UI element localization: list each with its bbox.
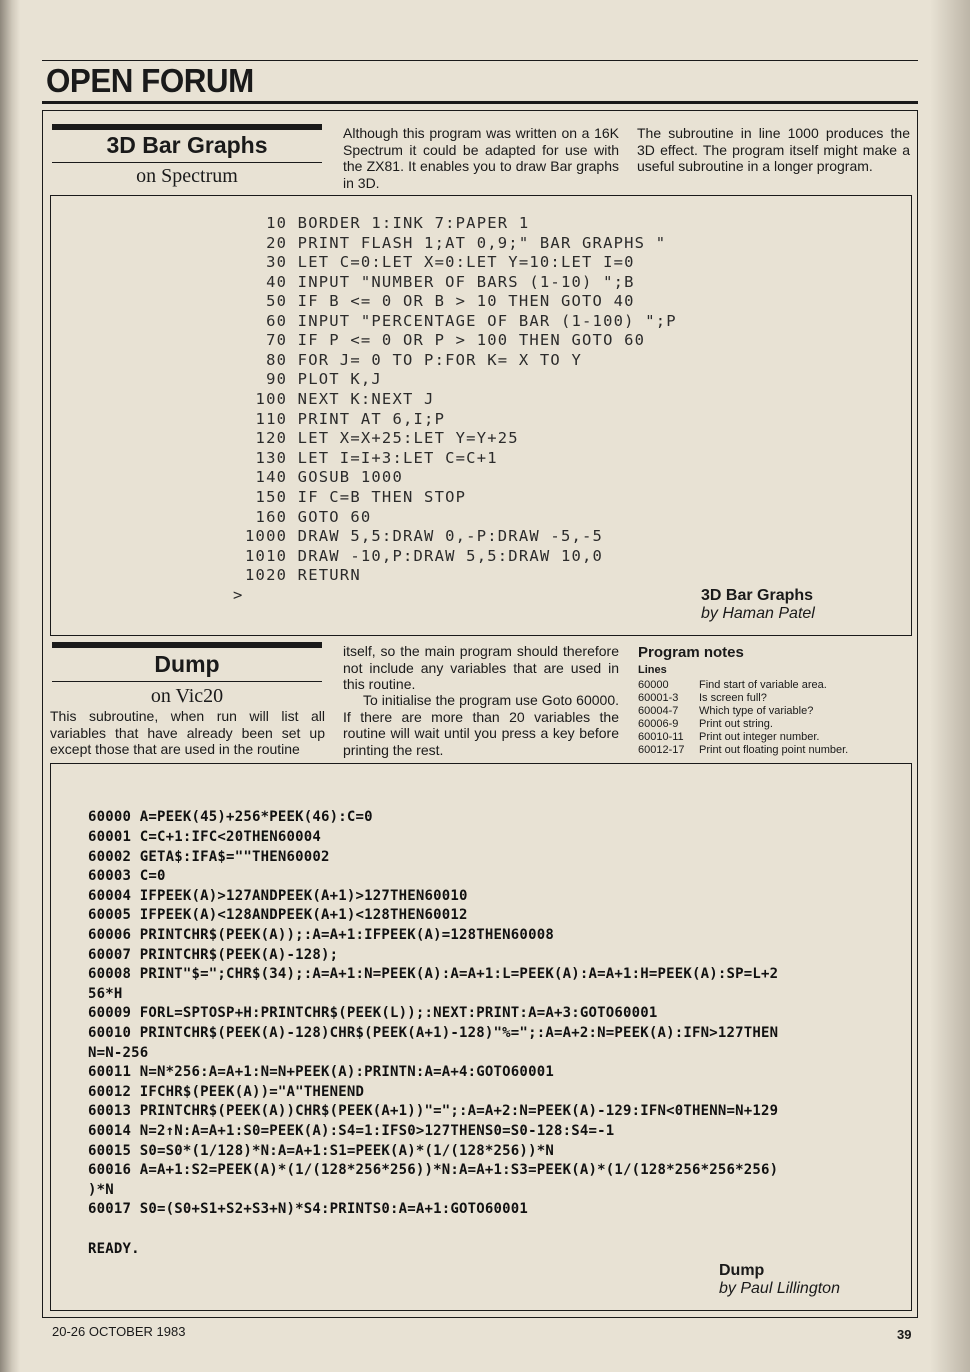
article1-intro-col1: Although this program was written on a 16K Spectrum it could be adapted for use with the ZX81. It enables you to draw Bar graphs in 3D. <box>343 125 619 191</box>
header-bottom-rule <box>42 101 918 104</box>
spectrum-line: 10 BORDER 1:INK 7:PAPER 1 <box>245 214 530 232</box>
article1-credit-author: by Haman Patel <box>701 605 815 622</box>
spectrum-line: 160 GOTO 60 <box>245 508 372 526</box>
article1-intro-col2: The subroutine in line 1000 produces the 3D effect. The program itself might make a useful subroutine in a longer program. <box>637 125 910 174</box>
footer-date: 20-26 OCTOBER 1983 <box>52 1324 186 1339</box>
note-lines: 60000 <box>638 679 669 691</box>
article1-credit-title: 3D Bar Graphs <box>701 587 814 604</box>
vic20-line: 60011 N=N*256:A=A+1:N=N+PEEK(A):PRINTN:A=A+4:GOTO60001 <box>88 1064 554 1080</box>
vic20-line: 60012 IFCHR$(PEEK(A))="A"THENEND <box>88 1084 365 1100</box>
spectrum-line: 60 INPUT "PERCENTAGE OF BAR (1-100) ";P <box>245 312 677 330</box>
article2-heading-bar <box>52 642 322 648</box>
note-description: Which type of variable? <box>699 705 814 717</box>
vic20-line: N=N-256 <box>88 1045 149 1061</box>
note-description: Find start of variable area. <box>699 679 827 691</box>
note-lines: 60004-7 <box>638 705 679 717</box>
note-lines: 60012-17 <box>638 744 685 756</box>
article1-heading-bar <box>52 124 322 130</box>
vic20-line: 60004 IFPEEK(A)>127ANDPEEK(A+1)>127THEN60010 <box>88 888 468 904</box>
article2-intro-col2b: To initialise the program use Goto 60000. If there are more than 20 variables the routine will wait until you press a key before printing the rest. <box>343 692 619 758</box>
spectrum-line: 40 INPUT "NUMBER OF BARS (1-10) ";B <box>245 273 635 291</box>
spectrum-line: 150 IF C=B THEN STOP <box>245 488 467 506</box>
vic20-line: 60014 N=2↑N:A=A+1:S0=PEEK(A):S4=1:IFS0>127THENS0=S0-128:S4=-1 <box>88 1123 615 1139</box>
spectrum-line: 130 LET I=I+3:LET C=C+1 <box>245 449 498 467</box>
vic20-line: 60010 PRINTCHR$(PEEK(A)-128)CHR$(PEEK(A+1)-128)"%=";:A=A+2:N=PEEK(A):IFN>127THEN <box>88 1025 779 1041</box>
page-edge-shadow <box>930 0 970 1372</box>
article2-credit-title: Dump <box>719 1262 765 1279</box>
vic20-line: 60000 A=PEEK(45)+256*PEEK(46):C=0 <box>88 809 373 825</box>
section-title: OPEN FORUM <box>46 62 254 99</box>
vic20-line: 60007 PRINTCHR$(PEEK(A)-128); <box>88 947 339 963</box>
header-top-rule <box>42 60 918 61</box>
article1-subheading: on Spectrum <box>136 165 238 187</box>
spectrum-line: 1020 RETURN <box>245 566 361 584</box>
vic20-line: 60009 FORL=SPTOSP+H:PRINTCHR$(PEEK(L));:NEXT:PRINT:A=A+3:GOTO60001 <box>88 1005 658 1021</box>
spectrum-line: 1000 DRAW 5,5:DRAW 0,-P:DRAW -5,-5 <box>245 527 604 545</box>
vic20-line: 60003 C=0 <box>88 868 166 884</box>
spectrum-line: 70 IF P <= 0 OR P > 100 THEN GOTO 60 <box>245 331 646 349</box>
vic20-ready: READY. <box>88 1241 140 1257</box>
article1-heading: 3D Bar Graphs <box>106 132 268 158</box>
note-description: Print out integer number. <box>699 731 820 743</box>
spectrum-line: 110 PRINT AT 6,I;P <box>245 410 446 428</box>
vic20-line: 60015 S0=S0*(1/128)*N:A=A+1:S1=PEEK(A)*(1/(128*256))*N <box>88 1143 554 1159</box>
program-notes-subtitle: Lines <box>638 664 667 676</box>
spectrum-line: 1010 DRAW -10,P:DRAW 5,5:DRAW 10,0 <box>245 547 604 565</box>
vic20-line: 60005 IFPEEK(A)<128ANDPEEK(A+1)<128THEN60012 <box>88 907 468 923</box>
article1-heading-rule <box>52 162 322 163</box>
spectrum-line: 90 PLOT K,J <box>245 370 382 388</box>
vic20-line: 60006 PRINTCHR$(PEEK(A));:A=A+1:IFPEEK(A)=128THEN60008 <box>88 927 554 943</box>
spectrum-line: 80 FOR J= 0 TO P:FOR K= X TO Y <box>245 351 583 369</box>
note-description: Print out string. <box>699 718 773 730</box>
vic20-line: 56*H <box>88 986 123 1002</box>
article2-credit-author: by Paul Lillington <box>719 1280 840 1297</box>
note-description: Print out floating point number. <box>699 744 849 756</box>
article2-heading: Dump <box>154 651 220 677</box>
spectrum-line: 100 NEXT K:NEXT J <box>245 390 435 408</box>
spectrum-line: 50 IF B <= 0 OR B > 10 THEN GOTO 40 <box>245 292 635 310</box>
spectrum-line: 20 PRINT FLASH 1;AT 0,9;" BAR GRAPHS " <box>245 234 667 252</box>
footer-page-number: 39 <box>897 1327 912 1342</box>
article2-heading-rule <box>52 681 322 682</box>
spectrum-cursor: > <box>233 586 244 604</box>
page-spine-shadow <box>0 0 20 1372</box>
vic20-line: )*N <box>88 1182 114 1198</box>
note-lines: 60010-11 <box>638 731 684 743</box>
note-lines: 60001-3 <box>638 692 679 704</box>
article2-subheading: on Vic20 <box>150 685 224 707</box>
spectrum-line: 120 LET X=X+25:LET Y=Y+25 <box>245 429 519 447</box>
vic20-line: 60002 GETA$:IFA$=""THEN60002 <box>88 849 330 865</box>
vic20-line: 60001 C=C+1:IFC<20THEN60004 <box>88 829 321 845</box>
article2-intro-col2a: itself, so the main program should therefore not include any variables that are used in this routine. <box>343 643 619 692</box>
program-notes-title: Program notes <box>638 644 744 661</box>
article2-intro-col1: This subroutine, when run will list all variables that have already been set up except those that are used in the routine <box>50 708 325 757</box>
note-lines: 60006-9 <box>638 718 679 730</box>
spectrum-line: 30 LET C=0:LET X=0:LET Y=10:LET I=0 <box>245 253 635 271</box>
vic20-line: 60017 S0=(S0+S1+S2+S3+N)*S4:PRINTS0:A=A+1:GOTO60001 <box>88 1201 529 1217</box>
note-description: Is screen full? <box>699 692 767 704</box>
vic20-line: 60008 PRINT"$=";CHR$(34);:A=A+1:N=PEEK(A):A=A+1:L=PEEK(A):A=A+1:H=PEEK(A):SP=L+2 <box>88 966 779 982</box>
vic20-line: 60016 A=A+1:S2=PEEK(A)*(1/(128*256*256))*N:A=A+1:S3=PEEK(A)*(1/(128*256*256*256) <box>88 1162 779 1178</box>
spectrum-line: 140 GOSUB 1000 <box>245 468 403 486</box>
vic20-line: 60013 PRINTCHR$(PEEK(A))CHR$(PEEK(A+1))"=";:A=A+2:N=PEEK(A)-129:IFN<0THENN=N+129 <box>88 1103 779 1119</box>
